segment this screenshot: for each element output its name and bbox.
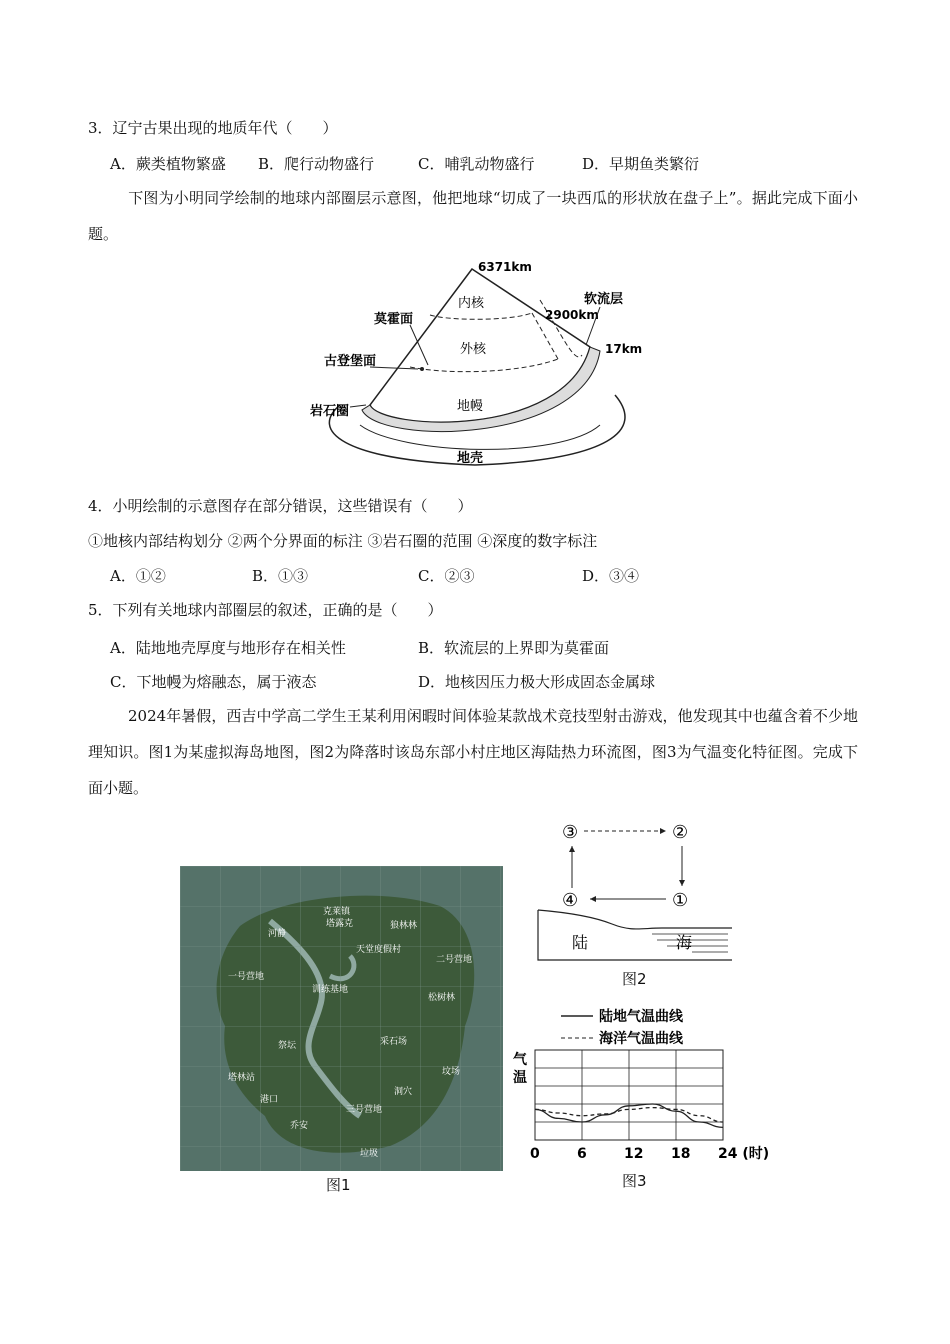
map-label-10: 采石场 — [380, 1037, 408, 1047]
q3-option-c[interactable]: C．哺乳动物盛行 — [418, 155, 535, 173]
q5-option-a[interactable]: A．陆地地壳厚度与地形存在相关性 — [110, 639, 346, 657]
earth-interior-diagram — [300, 255, 650, 475]
map-label-0: 克莱镇 — [323, 907, 351, 917]
x-tick-label: 12 — [624, 1146, 644, 1162]
map-label-15: 三号营地 — [346, 1105, 383, 1115]
label-17km: 17km — [605, 342, 643, 356]
q3-option-a[interactable]: A．蕨类植物繁盛 — [110, 155, 226, 173]
q4-option-d[interactable]: D．③④ — [582, 567, 640, 585]
q3-option-b[interactable]: B．爬行动物盛行 — [258, 155, 375, 173]
q5-option-d[interactable]: D．地核因压力极大形成固态金属球 — [418, 673, 656, 691]
x-tick-label: 6 — [577, 1146, 587, 1162]
map-label-6: 一号营地 — [228, 972, 265, 982]
land-label: 陆 — [572, 933, 589, 952]
label-lithosphere: 岩石圈 — [310, 404, 350, 419]
question-4-stem: 4．小明绘制的示意图存在部分错误，这些错误有（ ） — [88, 497, 473, 515]
gutenberg-dot — [420, 367, 424, 371]
q4-option-a[interactable]: A．①② — [110, 567, 166, 585]
legend-sea: 海洋气温曲线 — [599, 1031, 683, 1047]
sea-label: 海 — [676, 933, 693, 952]
map-label-7: 训练基地 — [312, 985, 349, 995]
land-profile — [538, 910, 732, 929]
label-2900km: 2900km — [545, 308, 599, 322]
label-inner-core: 内核 — [458, 296, 485, 311]
question-5-stem: 5．下列有关地球内部圈层的叙述，正确的是（ ） — [88, 601, 443, 619]
label-moho: 莫霍面 — [374, 312, 414, 327]
label-asthenosphere: 软流层 — [584, 292, 624, 307]
label-6371km: 6371km — [478, 260, 532, 274]
q3-option-d[interactable]: D．早期鱼类繁衍 — [582, 155, 700, 173]
map-label-1: 塔露克 — [326, 919, 354, 929]
map-label-16: 乔安 — [290, 1121, 309, 1131]
point-2: ② — [672, 822, 689, 843]
map-label-8: 松树林 — [428, 993, 456, 1003]
map-label-3: 河静 — [268, 929, 287, 939]
q5-option-c[interactable]: C．下地幔为熔融态，属于液态 — [110, 673, 317, 691]
q4-option-b[interactable]: B．①③ — [252, 567, 309, 585]
map-label-17: 垃圾 — [360, 1149, 379, 1159]
map-label-14: 洞穴 — [394, 1087, 413, 1097]
temperature-chart — [505, 998, 785, 1168]
map-label-5: 二号营地 — [436, 955, 473, 965]
x-tick-label: 0 — [530, 1146, 540, 1162]
map-label-9: 祭坛 — [278, 1041, 297, 1051]
map-label-13: 港口 — [260, 1095, 279, 1105]
point-1: ① — [672, 890, 689, 911]
label-crust: 地壳 — [457, 451, 484, 466]
island-map — [180, 866, 503, 1171]
intro-paragraph-2: 2024年暑假，西吉中学高二学生王某利用闲暇时间体验某款战术竞技型射击游戏，他发现其中也蕴含着不少地理知识。图1为某虚拟海岛地图，图2为降落时该岛东部小村庄地区海陆热力环流图，图3为气温变化特征图。完成下面小题。 — [88, 707, 858, 797]
point-3: ③ — [562, 822, 579, 843]
label-mantle: 地幔 — [457, 399, 484, 414]
map-label-4: 天堂度假村 — [356, 945, 402, 955]
figure-2-caption: 图2 — [622, 970, 647, 988]
circulation-diagram — [532, 816, 742, 966]
map-label-12: 坟场 — [442, 1067, 461, 1077]
question-3-stem: 3．辽宁古果出现的地质年代（ ） — [88, 119, 338, 137]
figure-1-caption: 图1 — [326, 1176, 351, 1194]
q5-option-b[interactable]: B．软流层的上界即为莫霍面 — [418, 639, 610, 657]
label-gutenberg: 古登堡面 — [324, 354, 377, 369]
legend-land: 陆地气温曲线 — [599, 1009, 683, 1025]
figure-3-caption: 图3 — [622, 1172, 647, 1190]
map-label-11: 塔林站 — [228, 1073, 256, 1083]
intro-paragraph-1: 下图为小明同学绘制的地球内部圈层示意图，他把地球“切成了一块西瓜的形状放在盘子上”。据此完成下面小题。 — [88, 189, 858, 243]
y-axis-label: 气温 — [513, 1052, 527, 1086]
map-label-2: 狼林林 — [390, 921, 418, 931]
x-tick-label: 18 — [671, 1146, 691, 1162]
point-4: ④ — [562, 890, 579, 911]
x-tick-label: 24 (时) — [718, 1146, 770, 1162]
label-outer-core: 外核 — [460, 342, 487, 357]
q4-option-c[interactable]: C．②③ — [418, 567, 475, 585]
question-4-items: ①地核内部结构划分 ②两个分界面的标注 ③岩石圈的范围 ④深度的数字标注 — [88, 532, 598, 550]
